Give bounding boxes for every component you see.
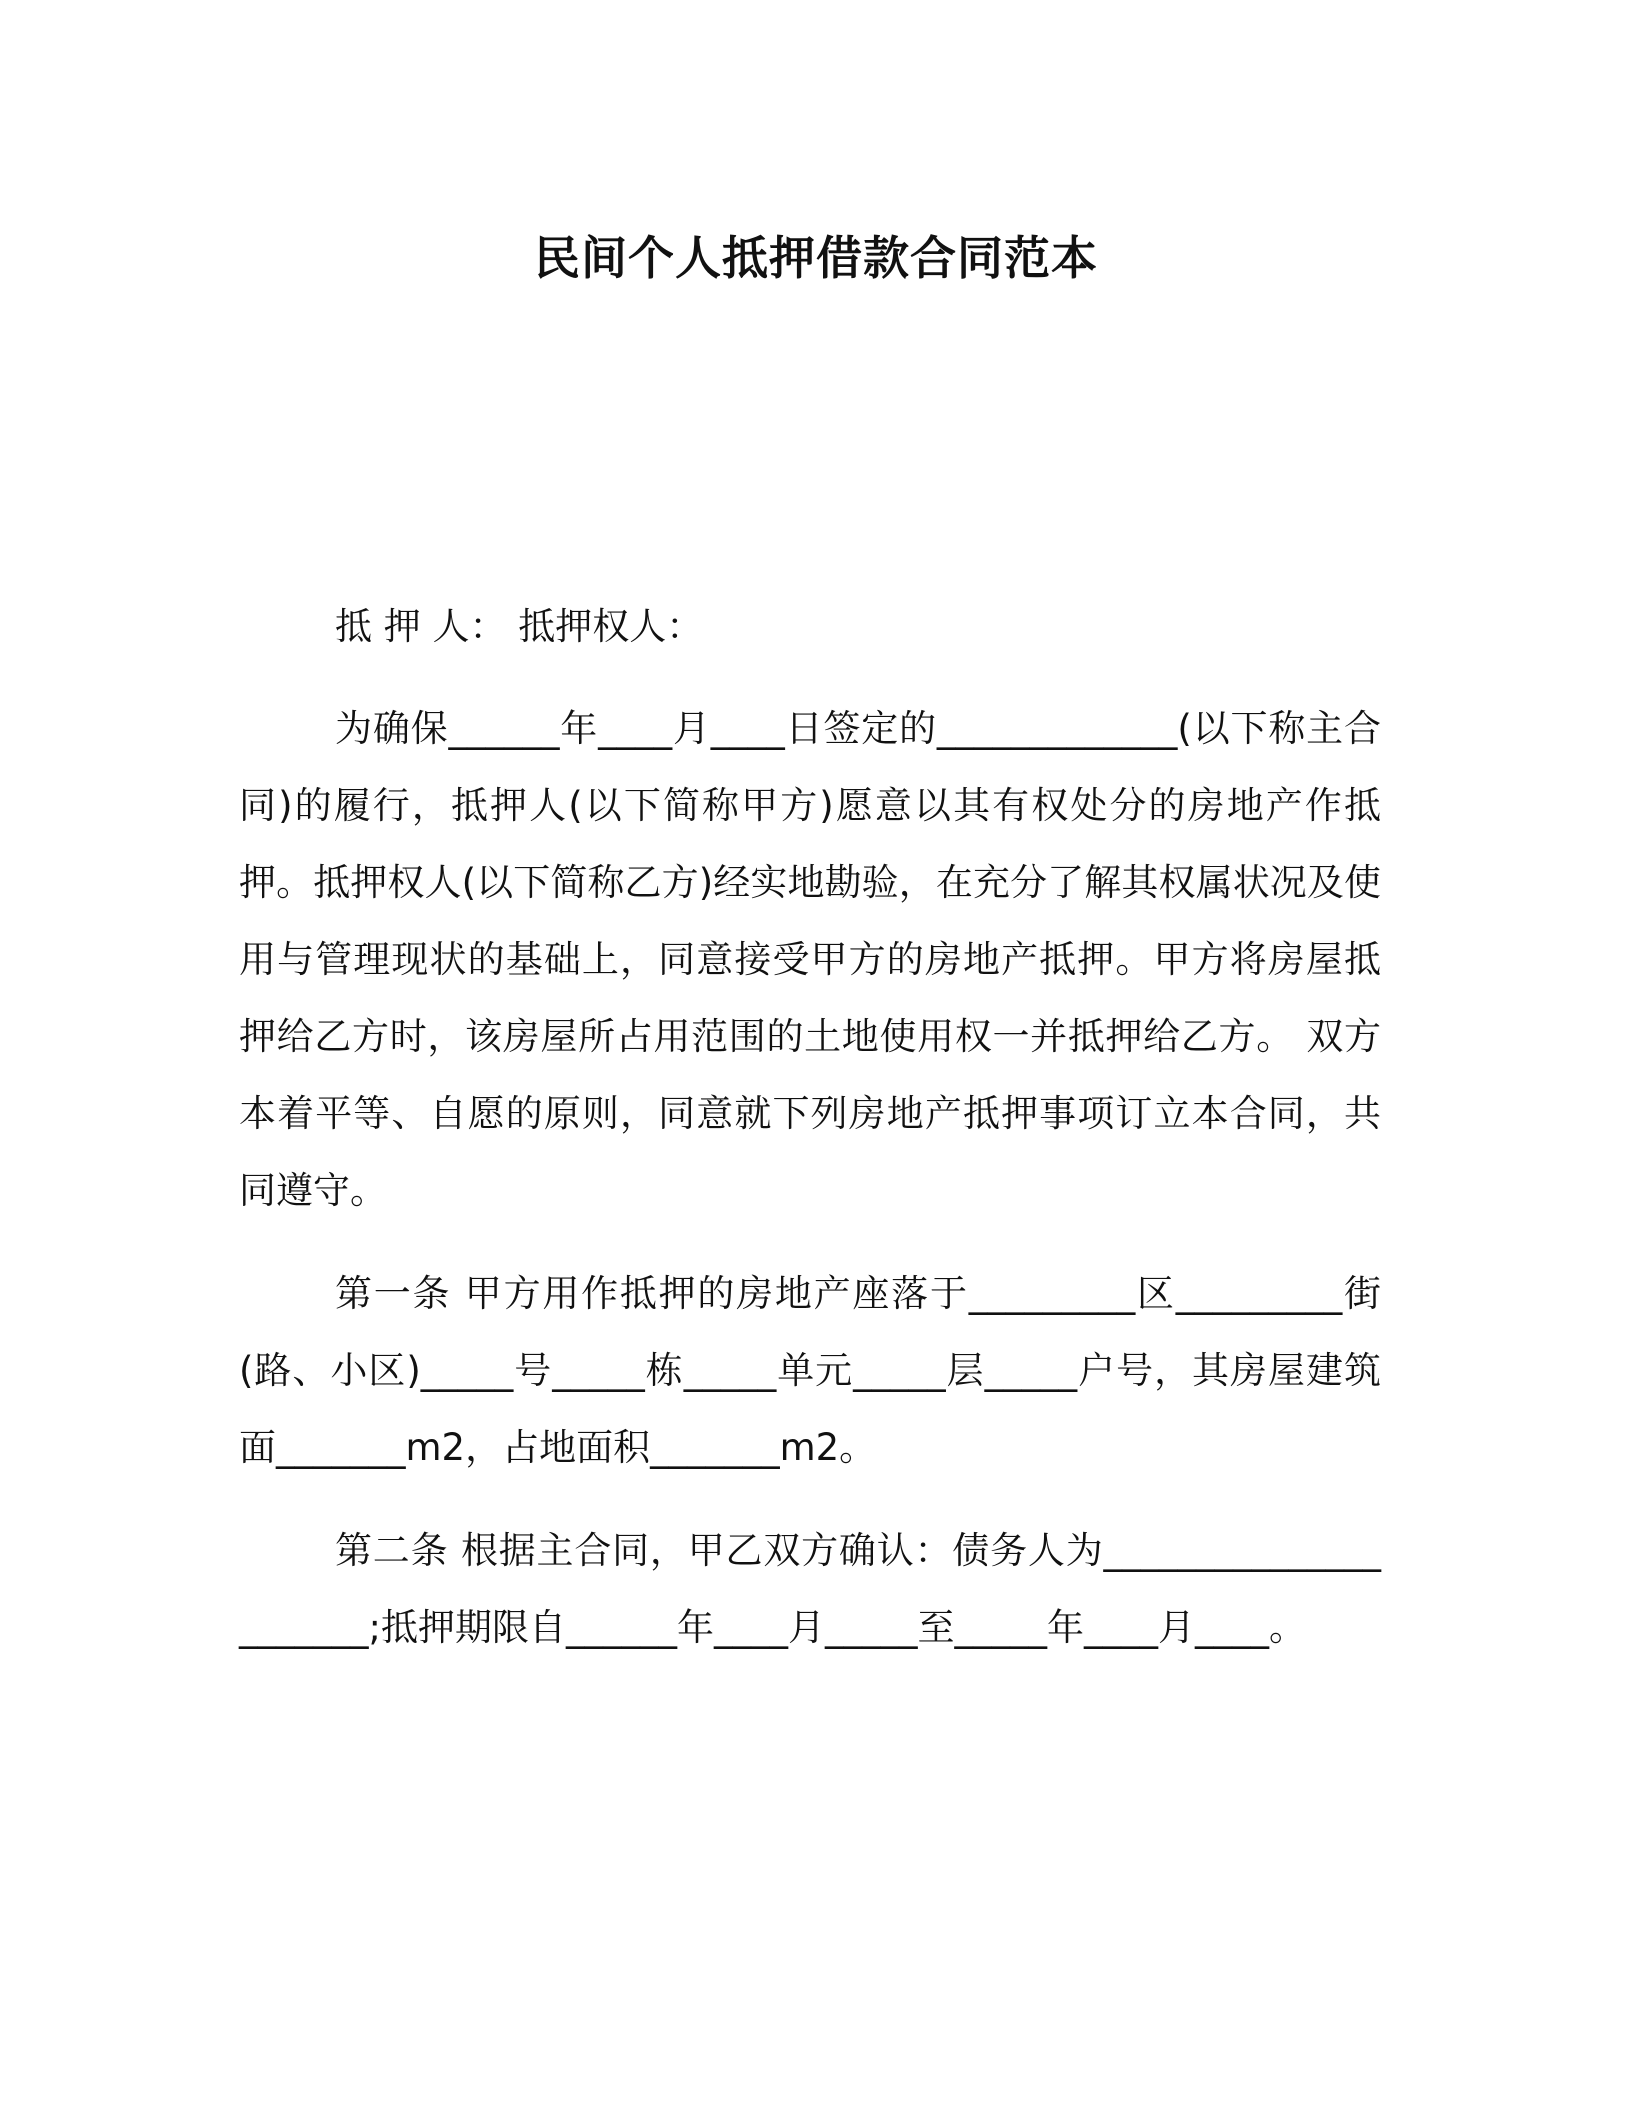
intro-paragraph: 为确保______年____月____日签定的_____________(以下称主合同)的履行，抵押人(以下简称甲方)愿意以其有权处分的房地产作抵押。抵押权人(以下简称乙方)经实地勘验，在充分了解其权属状况及使用与管理现状的基础上，同意接受甲方的房地产抵押。甲方将房屋抵押给乙方时，该房屋所占用范围的土地使用权一并抵押给乙方。 双方本着平等、自愿的原则，同意就下列房地产抵押事项订立本合同，共同遵守。 <box>239 707 1381 1212</box>
article-1-paragraph: 第一条 甲方用作抵押的房地产座落于_________区_________街(路、小区)_____号_____栋_____单元_____层_____户号，其房屋建筑面_______m2，占地面积_______m2。 <box>239 1272 1381 1469</box>
document-body <box>239 588 1381 1666</box>
parties-line: 抵 押 人： 抵押权人： <box>335 605 704 648</box>
document-title: 民间个人抵押借款合同范本 <box>534 231 1098 285</box>
article-2-paragraph: 第二条 根据主合同，甲乙双方确认：债务人为______________________;抵押期限自______年____月_____至_____年____月____。 <box>239 1529 1381 1649</box>
